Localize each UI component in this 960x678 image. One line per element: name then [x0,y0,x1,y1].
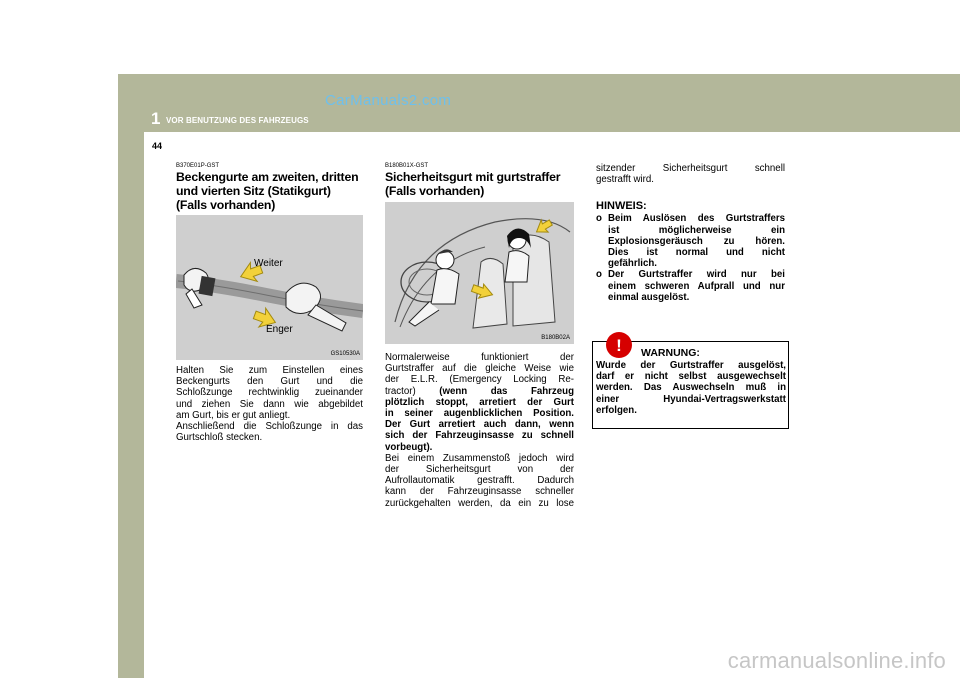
footer-watermark-link[interactable]: carmanualsonline.info [727,648,946,673]
section-code: B370E01P-GST [176,163,220,169]
warning-text: Wurde der Gurtstraffer ausgelöst, darf er nicht selbst ausgewechselt werden. Das Auswechseln muß in einer Hyundai-Vertragswerkstatt erfolgen. [596,360,786,416]
car-interior-illustration [385,202,574,344]
figure-code: GS10530A [330,351,360,357]
column-pretensioner-heading [385,163,574,198]
chapter-side-band [118,132,144,678]
hinweis-bullet: o Der Gurtstraffer wird nur bei einem schweren Aufprall und nur einmal ausgelöst. [596,269,785,303]
warning-title: WARNUNG: [641,347,700,359]
exclamation-icon [605,331,633,359]
watermark-link[interactable]: CarManuals2.com [325,92,452,109]
section-code: B180B01X-GST [385,163,429,169]
exclamation-glyph: ! [616,336,622,355]
pretensioner-body: Normalerweise funktioniert der Gurtstraffer auf die gleiche Weise wie der E.L.R. (Emergency Locking Re- tractor) (wenn das Fahrzeug plötzlich stoppt, arretiert der Gurt in seiner augenblicklichen Position. Der Gurt arretiert auch dann, wenn sich der Fahrzeuginsasse zu schnell vorbeugt). Bei einem Zusammenstoß jedoch wird der Sicherheitsgurt von der Aufrollautomatik gestrafft. Dadurch kann der Fahrzeuginsasse schneller zurückgehalten werden, da ein zu lose [385,352,574,509]
section-title: Sicherheitsgurt mit gurtstraffer (Falls vorhanden) [385,170,561,198]
column-notes: sitzender Sicherheitsgurt schnell gestrafft wird. HINWEIS: o Beim Auslösen des Gurtstraffers ist möglicherweise ein Explosionsgeräusch zu hören. Dies ist normal und nicht gefährlich. o Der Gurtstraffer wird nur bei einem schweren Aufprall und nur einmal ausgelöst. [596,163,785,303]
hinweis-title: HINWEIS: [596,200,647,213]
pretensioner-figure [385,202,574,344]
label-enger: Enger [266,324,293,335]
figure-code: B180B02A [541,335,570,341]
chapter-title: VOR BENUTZUNG DES FAHRZEUGS [166,116,309,125]
page-number: 44 [152,141,163,151]
lap-belt-figure [176,215,363,360]
hinweis-bullet: o Beim Auslösen des Gurtstraffers ist möglicherweise ein Explosionsgeräusch zu hören. Dies ist normal und nicht gefährlich. [596,213,785,270]
label-weiter: Weiter [254,258,283,269]
section-title: Beckengurte am zweiten, dritten und vierten Sitz (Statikgurt) (Falls vorhanden) [176,170,359,212]
lap-belt-illustration [176,215,363,360]
chapter-number: 1 [151,109,161,128]
column-lap-belt-heading [176,163,363,212]
lap-belt-body: Halten Sie zum Einstellen eines Beckengurts den Gurt und die Schloßzunge rechtwinklig zueinander und ziehen Sie dann wie abgebildet am Gurt, bis er gut anliegt. Anschließend die Schloßzunge in das Gurtschloß stecken. [176,365,363,444]
